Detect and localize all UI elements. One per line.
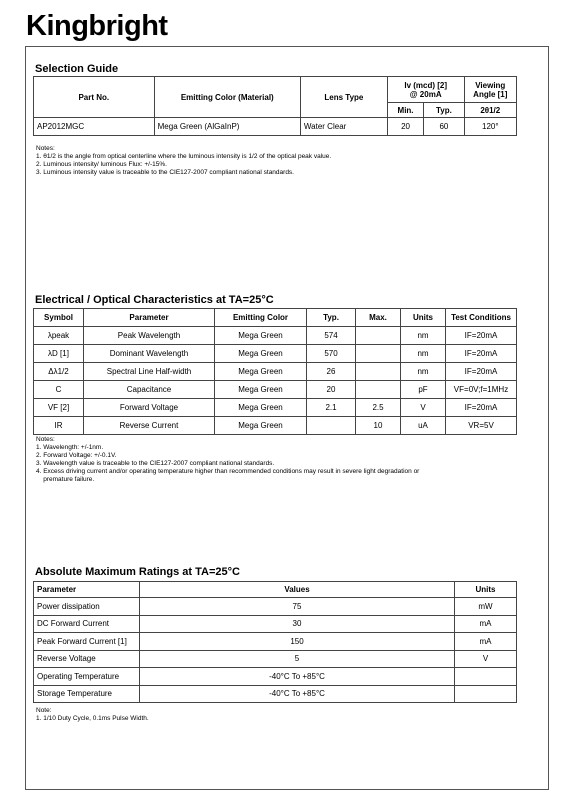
cell-symbol: Δλ1/2 [34, 363, 84, 381]
header-typ: Typ. [307, 309, 356, 327]
header-units: Units [455, 582, 517, 598]
selection-notes [36, 145, 331, 177]
note-line: 1. θ1/2 is the angle from optical centerline where the luminous intensity is 1/2 of the optical peak value. [36, 153, 332, 160]
cell-symbol: λpeak [34, 327, 84, 345]
cell-max: 2.5 [356, 399, 401, 417]
cell-parameter: Capacitance [84, 381, 215, 399]
cell-value: 150 [140, 633, 455, 651]
cell-units [455, 668, 517, 686]
cell-value: -40°C To +85°C [140, 668, 455, 686]
header-theta: 2θ1/2 [464, 103, 516, 118]
cell-color: Mega Green (AlGaInP) [154, 118, 300, 136]
cell-symbol: C [34, 381, 84, 399]
header-typ: Typ. [424, 103, 464, 118]
table-row [34, 381, 517, 399]
absolute-ratings-title: Absolute Maximum Ratings at TA=25°C [35, 566, 240, 578]
cell-part: AP2012MGC [34, 118, 155, 136]
cell-typ [307, 417, 356, 435]
cell-parameter: Operating Temperature [34, 668, 140, 686]
note-line: 2. Forward Voltage: +/-0.1V. [36, 452, 117, 459]
table-row [34, 685, 517, 703]
absolute-notes [36, 707, 149, 723]
cell-parameter: Storage Temperature [34, 685, 140, 703]
cell-color: Mega Green [215, 417, 307, 435]
header-lens-type: Lens Type [300, 77, 387, 118]
cell-max: 10 [356, 417, 401, 435]
note-line: Notes: [36, 436, 55, 443]
header-test-conditions: Test Conditions [446, 309, 517, 327]
cell-test: IF=20mA [446, 345, 517, 363]
electrical-notes [36, 436, 419, 484]
selection-guide-table [33, 76, 517, 136]
cell-symbol: VF [2] [34, 399, 84, 417]
cell-typ: 26 [307, 363, 356, 381]
cell-units: nm [401, 327, 446, 345]
header-emitting-color: Emitting Color [215, 309, 307, 327]
cell-units: mA [455, 633, 517, 651]
cell-test: IF=20mA [446, 399, 517, 417]
table-row [34, 399, 517, 417]
cell-typ: 570 [307, 345, 356, 363]
cell-typ: 20 [307, 381, 356, 399]
cell-test: IF=20mA [446, 327, 517, 345]
note-line: 4. Excess driving current and/or operating temperature higher than recommended conditions may result in severe light degradation or [36, 468, 420, 475]
note-line: 1. Wavelength: +/-1nm. [36, 444, 104, 451]
table-row [34, 598, 517, 616]
table-row [34, 650, 517, 668]
table-row [34, 417, 517, 435]
note-line: 3. Wavelength value is traceable to the CIE127-2007 compliant national standards. [36, 460, 275, 467]
cell-parameter: Reverse Current [84, 417, 215, 435]
header-emitting-color: Emitting Color (Material) [154, 77, 300, 118]
cell-color: Mega Green [215, 399, 307, 417]
cell-symbol: IR [34, 417, 84, 435]
table-row [34, 345, 517, 363]
header-symbol: Symbol [34, 309, 84, 327]
cell-units: pF [401, 381, 446, 399]
cell-lens: Water Clear [300, 118, 387, 136]
cell-parameter: Power dissipation [34, 598, 140, 616]
table-row [34, 668, 517, 686]
cell-max [356, 363, 401, 381]
header-units: Units [401, 309, 446, 327]
cell-max [356, 345, 401, 363]
note-line: Note: [36, 707, 52, 714]
cell-units: nm [401, 363, 446, 381]
electrical-table [33, 308, 517, 435]
note-line: premature failure. [36, 476, 95, 483]
cell-units: mW [455, 598, 517, 616]
cell-typ: 60 [424, 118, 464, 136]
header-max: Max. [356, 309, 401, 327]
header-parameter: Parameter [84, 309, 215, 327]
absolute-ratings-table [33, 581, 517, 703]
brand-logo: Kingbright [26, 10, 168, 42]
table-row [34, 615, 517, 633]
note-line: 3. Luminous intensity value is traceable to the CIE127-2007 compliant national standards. [36, 169, 294, 176]
cell-value: 30 [140, 615, 455, 633]
cell-value: -40°C To +85°C [140, 685, 455, 703]
selection-guide-title: Selection Guide [35, 63, 119, 75]
cell-units: mA [455, 615, 517, 633]
header-part-no: Part No. [34, 77, 155, 118]
note-line: 2. Luminous intensity/ luminous Flux: +/-15%. [36, 161, 167, 168]
cell-parameter: Spectral Line Half-width [84, 363, 215, 381]
electrical-title: Electrical / Optical Characteristics at TA=25°C [35, 294, 274, 306]
cell-color: Mega Green [215, 381, 307, 399]
cell-units: uA [401, 417, 446, 435]
cell-angle: 120° [464, 118, 516, 136]
cell-units [455, 685, 517, 703]
cell-value: 75 [140, 598, 455, 616]
cell-typ: 574 [307, 327, 356, 345]
header-values: Values [140, 582, 455, 598]
cell-parameter: Forward Voltage [84, 399, 215, 417]
cell-typ: 2.1 [307, 399, 356, 417]
header-iv: Iv (mcd) [2] @ 20mA [387, 77, 464, 103]
cell-value: 5 [140, 650, 455, 668]
table-row [34, 633, 517, 651]
cell-color: Mega Green [215, 363, 307, 381]
cell-symbol: λD [1] [34, 345, 84, 363]
cell-max [356, 327, 401, 345]
table-row [34, 327, 517, 345]
cell-test: IF=20mA [446, 363, 517, 381]
cell-parameter: Peak Forward Current [1] [34, 633, 140, 651]
cell-test: VF=0V;f=1MHz [446, 381, 517, 399]
table-row [34, 363, 517, 381]
header-min: Min. [387, 103, 423, 118]
cell-parameter: Reverse Voltage [34, 650, 140, 668]
cell-color: Mega Green [215, 327, 307, 345]
table-row [34, 118, 517, 136]
cell-units: V [401, 399, 446, 417]
cell-max [356, 381, 401, 399]
cell-units: V [455, 650, 517, 668]
cell-parameter: DC Forward Current [34, 615, 140, 633]
header-parameter: Parameter [34, 582, 140, 598]
cell-test: VR=5V [446, 417, 517, 435]
cell-min: 20 [387, 118, 423, 136]
note-line: 1. 1/10 Duty Cycle, 0.1ms Pulse Width. [36, 715, 149, 722]
header-viewing-angle: Viewing Angle [1] [464, 77, 516, 103]
cell-parameter: Peak Wavelength [84, 327, 215, 345]
cell-color: Mega Green [215, 345, 307, 363]
cell-parameter: Dominant Wavelength [84, 345, 215, 363]
cell-units: nm [401, 345, 446, 363]
note-line: Notes: [36, 145, 55, 152]
